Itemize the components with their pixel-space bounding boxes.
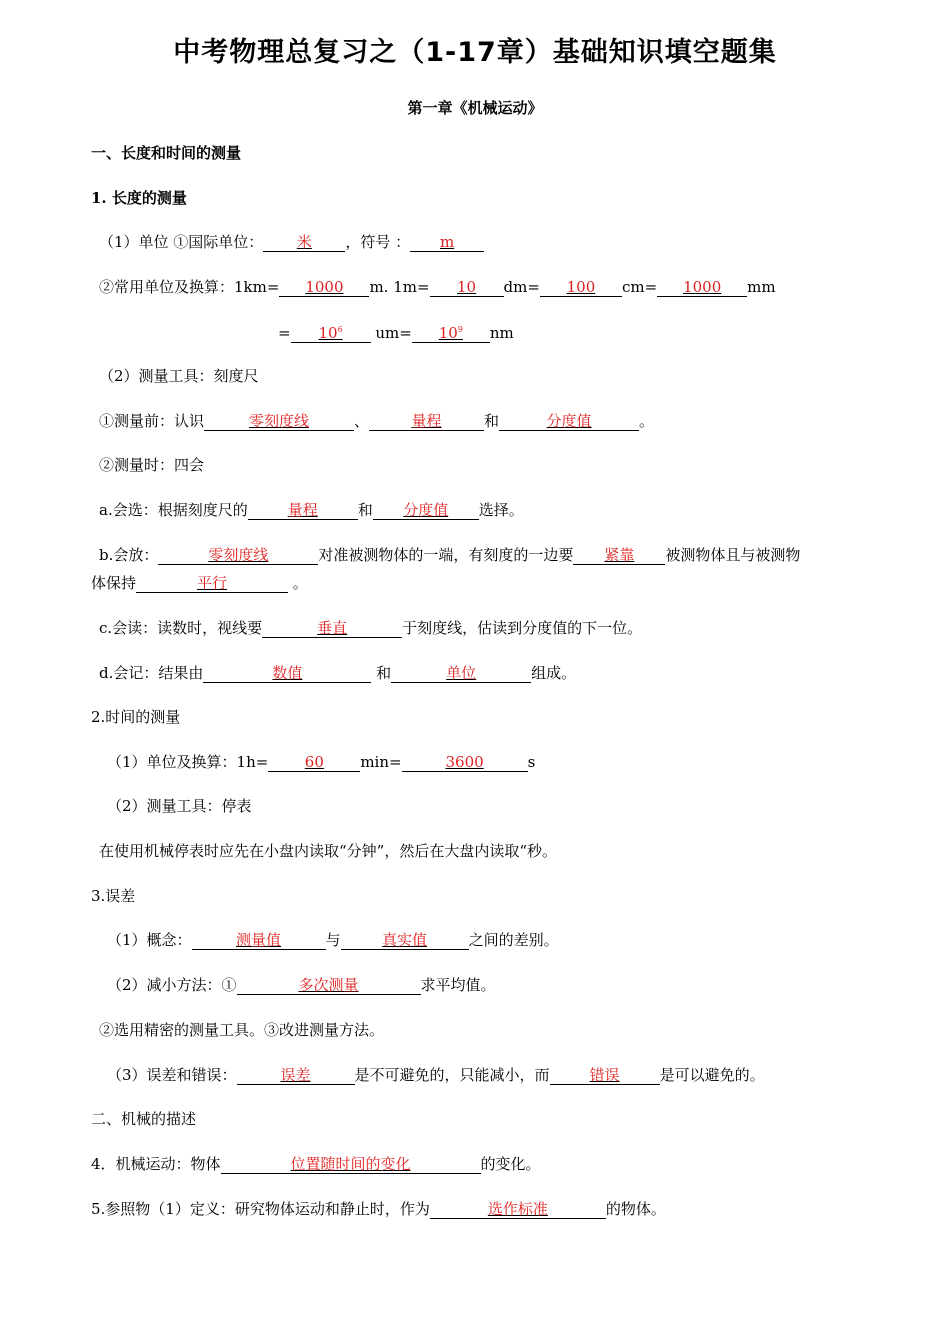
- question-text: 于刻度线，估读到分度值的下一位。: [402, 619, 643, 637]
- question-line: [99, 276, 776, 298]
- answer-blank: 误差: [237, 1066, 355, 1085]
- question-text: （3）误差和错误：: [107, 1066, 237, 1084]
- subsection-heading: 3.误差: [91, 887, 136, 905]
- question-line: [99, 662, 576, 684]
- answer-blank: 10: [430, 278, 504, 297]
- question-text: 。: [639, 412, 655, 430]
- question-text: nm: [489, 324, 514, 342]
- answer-blank: $10^6$: [291, 321, 371, 343]
- question-text: 5.参照物（1）定义：研究物体运动和静止时，作为: [91, 1200, 430, 1218]
- question-text: 和: [357, 501, 373, 519]
- question-text: （1）单位及换算：1h=: [107, 753, 269, 771]
- question-text: s: [527, 753, 536, 771]
- question-text: 的变化。: [480, 1155, 541, 1173]
- question-text: a.会选：根据刻度尺的: [99, 501, 248, 519]
- question-line: [278, 321, 514, 344]
- answer-blank: 量程: [248, 501, 358, 520]
- question-text: 选择。: [478, 501, 524, 519]
- question-line: （2）测量工具：刻度尺: [99, 367, 259, 385]
- question-text: ①测量前：认识: [99, 412, 205, 430]
- question-line: ②选用精密的测量工具。③改进测量方法。: [99, 1021, 385, 1039]
- question-line: [99, 499, 524, 521]
- question-text: b.会放：: [99, 546, 159, 564]
- question-text: min=: [360, 753, 402, 771]
- question-text: =: [278, 324, 291, 342]
- answer-blank: m: [410, 233, 484, 252]
- question-text: （2）减小方法：①: [107, 976, 237, 994]
- answer-blank: 3600: [402, 753, 528, 772]
- question-line: [99, 231, 484, 253]
- question-line: [99, 410, 654, 432]
- question-line: [99, 544, 800, 566]
- question-line: [91, 1198, 666, 1220]
- question-text: cm=: [621, 278, 658, 296]
- chapter-heading: 第一章《机械运动》: [407, 99, 543, 117]
- question-text: d.会记：结果由: [99, 664, 204, 682]
- question-text: um=: [370, 324, 412, 342]
- question-text: m. 1m=: [369, 278, 430, 296]
- question-text: 被测物体且与被测物: [665, 546, 801, 564]
- question-text: 体保持: [91, 574, 137, 592]
- question-text: mm: [747, 278, 776, 296]
- question-line: [107, 751, 535, 773]
- question-text: 与: [325, 931, 341, 949]
- question-line: ②测量时：四会: [99, 456, 205, 474]
- question-line: [107, 1064, 765, 1086]
- question-text: 。: [288, 574, 308, 592]
- question-line: 在使用机械停表时应先在小盘内读取“分钟”，然后在大盘内读取“秒。: [99, 842, 558, 860]
- question-text: ②常用单位及换算：1km=: [99, 278, 280, 296]
- answer-blank: 错误: [550, 1066, 660, 1085]
- answer-blank: 垂直: [262, 619, 402, 638]
- question-text: 4．机械运动：物体: [91, 1155, 221, 1173]
- question-text: ，符号 ：: [345, 233, 411, 251]
- question-text: 组成。: [531, 664, 577, 682]
- answer-blank: 1000: [657, 278, 747, 297]
- answer-blank: 60: [268, 753, 360, 772]
- section-heading: 二、机械的描述: [91, 1110, 197, 1128]
- answer-blank: 多次测量: [237, 976, 421, 995]
- question-text: 是不可避免的，只能减小，而: [354, 1066, 550, 1084]
- question-text: 之间的差别。: [468, 931, 559, 949]
- answer-blank: 零刻度线: [158, 546, 318, 565]
- question-text: 的物体。: [605, 1200, 666, 1218]
- question-text: 、: [354, 412, 370, 430]
- answer-blank: 位置随时间的变化: [221, 1155, 481, 1174]
- question-line: [91, 572, 308, 594]
- answer-blank: 紧靠: [573, 546, 665, 565]
- answer-blank: 分度值: [373, 501, 479, 520]
- question-text: （1）概念：: [107, 931, 192, 949]
- answer-blank: 1000: [279, 278, 369, 297]
- answer-blank: 100: [540, 278, 622, 297]
- question-line: [107, 974, 496, 996]
- answer-blank: 分度值: [499, 412, 639, 431]
- question-text: c.会读：读数时，视线要: [99, 619, 263, 637]
- question-text: 和: [371, 664, 392, 682]
- answer-blank: 量程: [369, 412, 484, 431]
- question-text: 对准被测物体的一端，有刻度的一边要: [318, 546, 574, 564]
- answer-blank: 数值: [203, 664, 371, 683]
- question-text: 求平均值。: [420, 976, 496, 994]
- answer-blank: 米: [263, 233, 345, 252]
- question-line: （2）测量工具：停表: [107, 797, 252, 815]
- answer-blank: 测量值: [192, 931, 326, 950]
- question-text: （1）单位 ①国际单位：: [99, 233, 264, 251]
- subsection-heading: 2.时间的测量: [91, 708, 181, 726]
- answer-blank: 真实值: [341, 931, 469, 950]
- question-text: 是可以避免的。: [659, 1066, 765, 1084]
- answer-blank: $10^9$: [412, 321, 490, 343]
- question-text: dm=: [503, 278, 540, 296]
- question-line: [99, 617, 642, 639]
- question-text: 和: [484, 412, 500, 430]
- answer-blank: 单位: [391, 664, 531, 683]
- answer-blank: 零刻度线: [204, 412, 354, 431]
- answer-blank: 选作标准: [430, 1200, 606, 1219]
- page-title: 中考物理总复习之（1-17章）基础知识填空题集: [173, 37, 777, 68]
- subsection-heading: 1. 长度的测量: [91, 189, 187, 207]
- question-line: [91, 1153, 541, 1175]
- question-line: [107, 929, 559, 951]
- answer-blank: 平行: [136, 574, 288, 593]
- section-heading: 一、长度和时间的测量: [91, 144, 242, 162]
